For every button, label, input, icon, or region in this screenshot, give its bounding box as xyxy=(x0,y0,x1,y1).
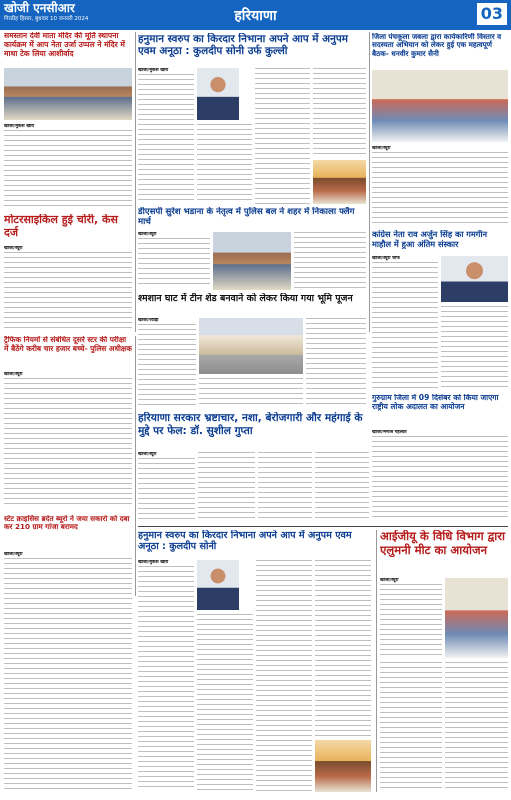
story-flagmarch-text-col2 xyxy=(294,232,366,290)
story-shed-headline: श्मशान घाट में टीन शेड बनवाने को लेकर किया गया भूमि पूजन xyxy=(138,293,353,304)
story-ganja-text xyxy=(4,552,132,792)
story-alumni-text-col1 xyxy=(380,578,442,658)
story-flagmarch-body-1 xyxy=(138,238,210,288)
story-temple-byline: खोजी/मुकेश खोरी xyxy=(4,124,35,129)
story-meeting-photo xyxy=(372,70,508,142)
story-meeting-body xyxy=(372,152,508,224)
story-sushil-text-col2 xyxy=(198,452,255,522)
story-flagmarch-text-col1 xyxy=(138,232,210,290)
story-hanuman2-text-col4 xyxy=(315,560,371,736)
story-alumni-body-1 xyxy=(380,584,442,656)
story-meeting-byline: खोजी/ब्यूरो xyxy=(372,146,391,151)
story-cremation-byline: खोजी/ब्यूरो चीफ xyxy=(372,256,400,261)
story-alumni-body-3 xyxy=(445,662,508,792)
story-hanuman-body-4 xyxy=(313,68,366,158)
story-traffic-headline: ट्रैफिक नियमों से संबंधित दूसरे स्टर की परीक्षा में बैठेंगे करीब चार हजार बच्चे- पुलिस अधीक्षक xyxy=(4,336,132,353)
story-lokadalat-body xyxy=(372,436,508,520)
story-sushil-headline: हरियाणा सरकार भ्रष्टाचार, नशा, बेरोजगारी और महंगाई के मुद्दे पर फेल: डॉ. सुशील गुप्ता xyxy=(138,412,363,437)
story-lokadalat-headline: गुरुग्राम जिला में 09 दिसंबर को किया जाएगा राष्ट्रीय लोक अदालत का आयोजन xyxy=(372,394,499,411)
story-shed-byline: खोजी/रेवाड़ी xyxy=(138,318,159,323)
story-hanuman2-text-col1 xyxy=(138,560,194,792)
story-hanuman-body-2 xyxy=(197,124,252,204)
story-hanuman-photo xyxy=(313,160,366,204)
story-hanuman-byline: खोजी/मुकेश खोरी xyxy=(138,68,169,73)
newspaper-name: खोजी एनसीआर xyxy=(4,1,75,15)
story-sushil-body-2 xyxy=(198,452,255,522)
story-temple-headline: समस्तान देवी माता मंदिर की मूर्ति स्थापना कार्यक्रम में आप नेता उर्जा उप्पल ने मंदिर में माथा टेक लिया आशीर्वाद xyxy=(4,32,125,58)
story-sushil-byline: खोजी/ब्यूरो xyxy=(138,452,157,457)
story-hanuman2-headline: हनुमान स्वरुप का किरदार निभाना अपने आप में अनुपम एवम अनूठा : कुलदीप सोनी xyxy=(138,530,352,553)
section-divider xyxy=(138,526,508,527)
story-cremation-text-col2 xyxy=(441,306,508,390)
issue-date: गिरडीह हिसार, बुधवार 10 जनवरी 2024 xyxy=(4,16,89,22)
story-hanuman-headline: हनुमान स्वरुप का किरदार निभाना अपने आप में अनुपम एवम अनूठा : कुलदीप सोनी उर्फ कुल्ली xyxy=(138,33,348,58)
story-sushil-body-3 xyxy=(258,452,312,522)
story-hanuman-text-col4 xyxy=(313,68,366,158)
column-divider xyxy=(369,32,370,332)
story-hanuman2-body-2 xyxy=(197,614,253,792)
story-shed-text-col1 xyxy=(138,318,196,408)
story-sushil-text-col1 xyxy=(138,452,195,522)
story-shed-body-2 xyxy=(199,378,303,408)
story-shed-body-3 xyxy=(306,318,366,408)
story-hanuman-text-col1 xyxy=(138,68,194,204)
story-ganja-byline: खोजी/ब्यूरो xyxy=(4,552,23,557)
column-divider xyxy=(376,530,377,792)
story-traffic-byline: खोजी/ब्यूरो xyxy=(4,372,23,377)
story-shed-text-col2 xyxy=(199,378,303,408)
story-cremation-text-col1 xyxy=(372,256,438,390)
story-hanuman2-photo xyxy=(315,740,371,792)
story-lokadalat-byline: खोजी/मनोज गहलोत xyxy=(372,430,407,435)
story-sushil-body-4 xyxy=(315,452,369,522)
story-hanuman-body-1 xyxy=(138,74,194,202)
story-theft-body xyxy=(4,252,132,330)
story-temple-text xyxy=(4,124,132,212)
story-alumni-text-col2 xyxy=(380,662,442,792)
story-temple-body xyxy=(4,130,132,210)
story-hanuman2-byline: खोजी/मुकेश खोरी xyxy=(138,560,169,565)
story-shed-photo xyxy=(199,318,303,374)
story-theft-headline: मोटरसाइकिल हुई चोरी, केस दर्ज xyxy=(4,214,118,239)
story-alumni-photo xyxy=(445,578,508,658)
story-ganja-headline: स्टेट क्राइसिस ब्रदेत ब्यूरो ने जया सकारो को दबा कर 210 ग्राम गांजा बरामद xyxy=(4,515,130,532)
masthead xyxy=(0,0,511,30)
story-alumni-body-2 xyxy=(380,662,442,792)
story-hanuman-text-col3 xyxy=(255,68,310,204)
story-theft-byline: खोजी/ब्यूरो xyxy=(4,246,23,251)
story-flagmarch-body-2 xyxy=(294,232,366,290)
story-hanuman-text-col2 xyxy=(197,124,252,204)
story-cremation-headline: कांग्रेस नेता राव अर्जुन सिंह का गमगीन माहौल में हुआ अंतिम संस्कार xyxy=(372,230,488,249)
story-traffic-body xyxy=(4,378,132,508)
story-flagmarch-headline: डीएसपी सुरेश भडाना के नेतृत्व में पुलिस बल ने शहर में निकाला फ्लैग मार्च xyxy=(138,207,355,228)
story-traffic-text xyxy=(4,372,132,510)
story-alumni-byline: खोजी/ब्यूरो xyxy=(380,578,399,583)
story-sushil-text-col3 xyxy=(258,452,312,522)
story-hanuman2-body-4 xyxy=(315,560,371,736)
story-alumni-text-col3 xyxy=(445,662,508,792)
story-sushil-body-1 xyxy=(138,458,195,520)
column-divider xyxy=(135,336,136,596)
story-theft-text xyxy=(4,246,132,332)
story-lokadalat-text xyxy=(372,430,508,522)
section-title: हरियाणा xyxy=(234,8,277,24)
story-cremation-body-2 xyxy=(441,306,508,390)
story-hanuman2-body-1 xyxy=(138,566,194,790)
story-cremation-body-1 xyxy=(372,262,438,388)
story-flagmarch-byline: खोजी/ब्यूरो xyxy=(138,232,157,237)
story-alumni-headline: आईजीयू के विधि विभाग द्वारा एलुमनी मीट का आयोजन xyxy=(380,530,506,557)
story-hanuman2-text-col2 xyxy=(197,614,253,792)
story-meeting-text xyxy=(372,146,508,226)
story-shed-text-col3 xyxy=(306,318,366,408)
story-flagmarch-photo xyxy=(213,232,291,290)
story-hanuman2-body-3 xyxy=(256,560,312,792)
story-cremation-portrait xyxy=(441,256,508,302)
story-meeting-headline: जिला पंचकूला जबला द्वारा कार्यकारिणी विस्तार व सदस्यता अभियान को लेकर हुई एक महत्वपूर्ण बैठक- धनवीर कुमार सैनी xyxy=(372,33,502,58)
story-temple-photo xyxy=(4,68,132,120)
story-shed-body-1 xyxy=(138,324,196,406)
story-sushil-text-col4 xyxy=(315,452,369,522)
story-hanuman2-portrait xyxy=(197,560,239,610)
story-ganja-body xyxy=(4,558,132,790)
column-divider xyxy=(135,32,136,332)
page-number: 03 xyxy=(477,3,507,25)
story-hanuman-body-3 xyxy=(255,68,310,204)
story-hanuman2-text-col3 xyxy=(256,560,312,792)
story-hanuman-portrait xyxy=(197,68,239,120)
